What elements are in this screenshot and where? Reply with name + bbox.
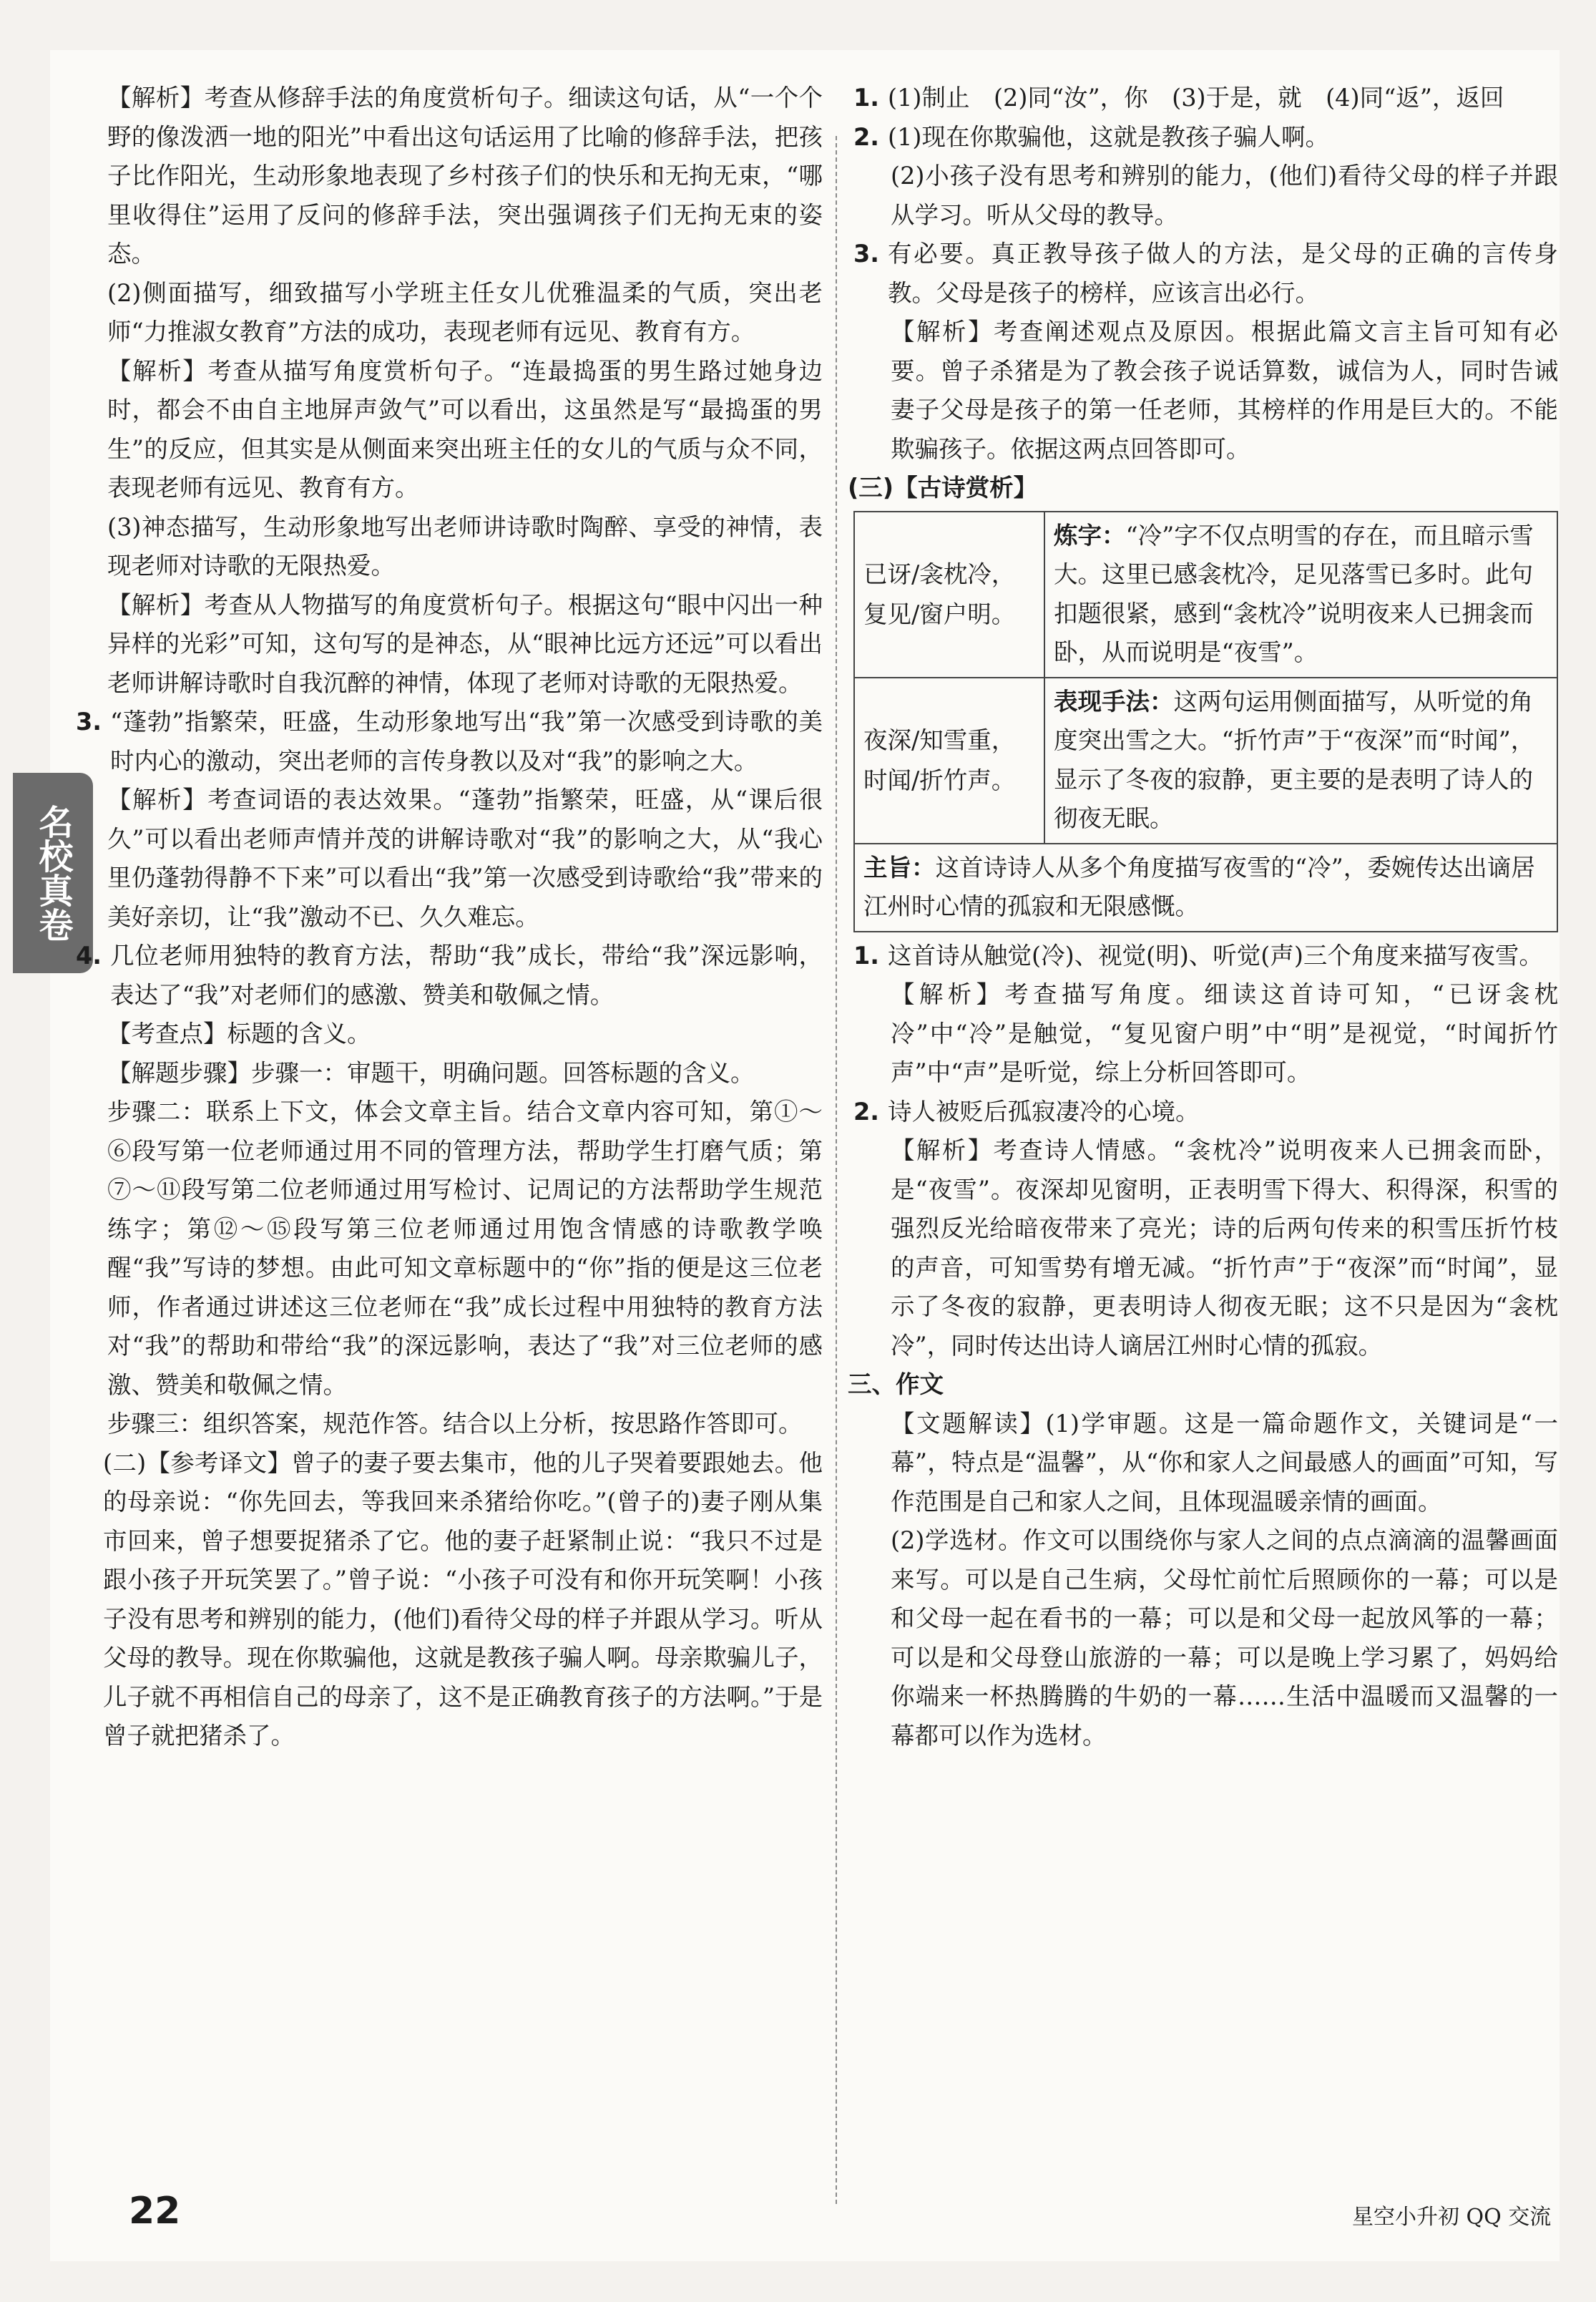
page-number: 22 <box>129 2190 181 2233</box>
poem-heading: (三)【古诗赏析】 <box>848 474 1038 502</box>
poem-line-1: 已讶/衾枕冷，复见/窗户明。 <box>854 512 1044 678</box>
answer-number: 4. <box>76 942 102 970</box>
numbered-answer <box>853 235 1558 313</box>
poem-analysis-1 <box>1044 512 1557 678</box>
poem-table <box>853 511 1558 932</box>
poem-row-1 <box>854 512 1557 678</box>
paragraph: 【解题步骤】步骤一：审题干，明确问题。回答标题的含义。 <box>107 1058 755 1087</box>
paragraph: 【解析】考查词语的表达效果。“蓬勃”指繁荣，旺盛，从“课后很久”可以看出老师声情并茂的讲解诗歌对“我”的影响之大，从“我心里仍蓬勃得静不下来”可以看出“我”第一次感受到诗歌给“我”带来的美好亲切，让“我”激动不已、久久难忘。 <box>107 786 823 931</box>
paragraph: 【解析】考查从人物描写的角度赏析句子。根据这句“眼中闪出一种异样的光彩”可知，这句写的是神态，从“眼神比远方还远”可以看出老师讲解诗歌时自我沉醉的神情，体现了老师对诗歌的无限热爱。 <box>107 590 823 697</box>
answer-number: 1. <box>853 84 880 112</box>
paragraph: (2)学选材。作文可以围绕你与家人之间的点点滴滴的温馨画面来写。可以是自己生病，父母忙前忙后照顾你的一幕；可以是和父母一起在看书的一幕；可以是和父母一起放风筝的一幕；可以是和父母登山旅游的一幕；可以是晚上学习累了，妈妈给你端来一杯热腾腾的牛奶的一幕……生活中温暖而又温馨的一幕都可以作为选材。 <box>891 1526 1558 1750</box>
paragraph: (2)小孩子没有思考和辨别的能力，(他们)看待父母的样子并跟从学习。听从父母的教导。 <box>891 162 1558 229</box>
section-heading-paragraph: (二)【参考译文】曾子的妻子要去集市，他的儿子哭着要跟她去。他的母亲说：“你先回去，等我回来杀猪给你吃。”(曾子的)妻子刚从集市回来，曾子想要捉猪杀了它。他的妻子赶紧制止说：“我只不过是跟小孩子开玩笑罢了。”曾子说：“小孩子可没有和你开玩笑啊！小孩子没有思考和辨别的能力，(他们)看待父母的样子并跟从学习。听从父母的教导。现在你欺骗他，这就是教孩子骗人啊。母亲欺骗儿子，儿子就不再相信自己的母亲了，这不是正确教育孩子的方法啊。”于是曾子就把猪杀了。 <box>103 1448 823 1750</box>
paragraph: (3)神态描写，生动形象地写出老师讲诗歌时陶醉、享受的神情，表现老师对诗歌的无限热爱。 <box>107 512 823 580</box>
paragraph: 【文题解读】(1)学审题。这是一篇命题作文，关键词是“一幕”，特点是“温馨”，从“你和家人之间最感人的画面”可知，写作范围是自己和家人之间，且体现温暖亲情的画面。 <box>891 1409 1558 1516</box>
answer-text: “蓬勃”指繁荣，旺盛，生动形象地写出“我”第一次感受到诗歌的美时内心的激动，突出老师的言传身教以及对“我”的影响之大。 <box>110 708 823 775</box>
answer-number: 1. <box>853 941 880 970</box>
numbered-answer <box>76 937 823 1015</box>
answer-text: 这首诗从触觉(冷)、视觉(明)、听觉(声)三个角度来描写夜雪。 <box>888 941 1543 970</box>
answer-text: 有必要。真正教导孩子做人的方法，是父母的正确的言传身教。父母是孩子的榜样，应该言出必行。 <box>888 240 1558 307</box>
answer-number: 2. <box>853 1097 880 1126</box>
paragraph: 【解析】考查从修辞手法的角度赏析句子。细读这句话，从“一个个野的像泼洒一地的阳光”中看出这句话运用了比喻的修辞手法，把孩子比作阳光，生动形象地表现了乡村孩子们的快乐和无拘无束，“哪里收得住”运用了反问的修辞手法，突出强调孩子们无拘无束的姿态。 <box>107 84 823 268</box>
numbered-answer <box>76 703 823 781</box>
answer-number: 3. <box>76 708 102 736</box>
side-tab: 名校真卷 <box>13 773 93 973</box>
poem-row-2 <box>854 678 1557 844</box>
numbered-answer <box>853 1093 1558 1132</box>
poem-summary-text: 这首诗诗人从多个角度描写夜雪的“冷”，委婉传达出谪居江州时心情的孤寂和无限感慨。 <box>863 853 1535 920</box>
poem-analysis-2 <box>1044 678 1557 844</box>
right-column <box>848 79 1558 1755</box>
poem-summary <box>854 844 1557 932</box>
numbered-answer <box>853 118 1558 157</box>
poem-summary-row <box>854 844 1557 932</box>
answer-text: 诗人被贬后孤寂凄冷的心境。 <box>888 1097 1200 1126</box>
numbered-answer <box>853 937 1558 976</box>
poem-text-1: “冷”字不仅点明雪的存在，而且暗示雪大。这里已感衾枕冷，足见落雪已多时。此句扣题很紧，感到“衾枕冷”说明夜来人已拥衾而卧，从而说明是“夜雪”。 <box>1054 521 1534 666</box>
poem-label-1: 炼字： <box>1054 521 1126 550</box>
right-bottom-section <box>848 937 1558 1756</box>
poem-text-2: 这两句运用侧面描写，从听觉的角度突出雪之大。“折竹声”于“夜深”而“时闻”，显示了冬夜的寂静，更主要的是表明了诗人的彻夜无眠。 <box>1054 687 1535 832</box>
paragraph: (2)侧面描写，细致描写小学班主任女儿优雅温柔的气质，突出老师“力推淑女教育”方法的成功，表现老师有远见、教育有方。 <box>107 278 823 346</box>
section-heading-paragraph: 三、作文 <box>848 1370 944 1398</box>
paragraph: 步骤二：联系上下文，体会文章主旨。结合文章内容可知，第①～⑥段写第一位老师通过用不同的管理方法，帮助学生打磨气质；第⑦～⑪段写第二位老师通过用写检讨、记周记的方法帮助学生规范练字；第⑫～⑮段写第三位老师通过用饱含情感的诗歌教学唤醒“我”写诗的梦想。由此可知文章标题中的“你”指的便是这三位老师，作者通过讲述这三位老师在“我”成长过程中用独特的教育方法对“我”的帮助和带给“我”的深远影响，表达了“我”对三位老师的感激、赞美和敬佩之情。 <box>107 1098 823 1399</box>
paragraph: 【解析】考查描写角度。细读这首诗可知，“已讶衾枕冷”中“冷”是触觉，“复见窗户明”中“明”是视觉，“时闻折竹声”中“声”是听觉，综上分析回答即可。 <box>891 980 1558 1086</box>
answer-number: 2. <box>853 122 880 151</box>
poem-label-2: 表现手法： <box>1054 687 1174 716</box>
column-divider <box>836 136 837 2204</box>
paragraph: 【解析】考查阐述观点及原因。根据此篇文言主旨可知有必要。曾子杀猪是为了教会孩子说话算数，诚信为人，同时告诫妻子父母是孩子的第一任老师，其榜样的作用是巨大的。不能欺骗孩子。依据这两点回答即可。 <box>891 318 1558 463</box>
footer-text: 星空小升初 QQ 交流 <box>1352 2205 1552 2230</box>
paragraph: 【考查点】标题的含义。 <box>107 1020 371 1048</box>
paragraph: 步骤三：组织答案，规范作答。结合以上分析，按思路作答即可。 <box>107 1410 803 1438</box>
answer-text: 几位老师用独特的教育方法，帮助“我”成长，带给“我”深远影响，表达了“我”对老师们的感激、赞美和敬佩之情。 <box>110 942 823 1009</box>
paragraph: 【解析】考查诗人情感。“衾枕冷”说明夜来人已拥衾而卧，是“夜雪”。夜深却见窗明，正表明雪下得大、积得深，积雪的强烈反光给暗夜带来了亮光；诗的后两句传来的积雪压折竹枝的声音，可知雪势有增无减。“折竹声”于“夜深”而“时闻”，显示了冬夜的寂静，更表明诗人彻夜无眠；这不只是因为“衾枕冷”，同时传达出诗人谪居江州时心情的孤寂。 <box>891 1136 1558 1360</box>
answer-number: 3. <box>853 240 880 268</box>
left-column <box>76 79 823 1756</box>
poem-line-2: 夜深/知雪重，时闻/折竹声。 <box>854 678 1044 844</box>
paragraph: 【解析】考查从描写角度赏析句子。“连最捣蛋的男生路过她身边时，都会不由自主地屏声敛气”可以看出，这虽然是写“最捣蛋的男生”的反应，但其实是从侧面来突出班主任的女儿的气质与众不同，表现老师有远见、教育有方。 <box>107 356 823 502</box>
numbered-answer <box>853 79 1558 118</box>
poem-summary-label: 主旨： <box>863 853 936 882</box>
answer-text: (1)制止 (2)同“汝”，你 (3)于是，就 (4)同“返”，返回 <box>888 84 1504 112</box>
right-top-section <box>853 79 1558 469</box>
answer-text: (1)现在你欺骗他，这就是教孩子骗人啊。 <box>888 122 1329 151</box>
